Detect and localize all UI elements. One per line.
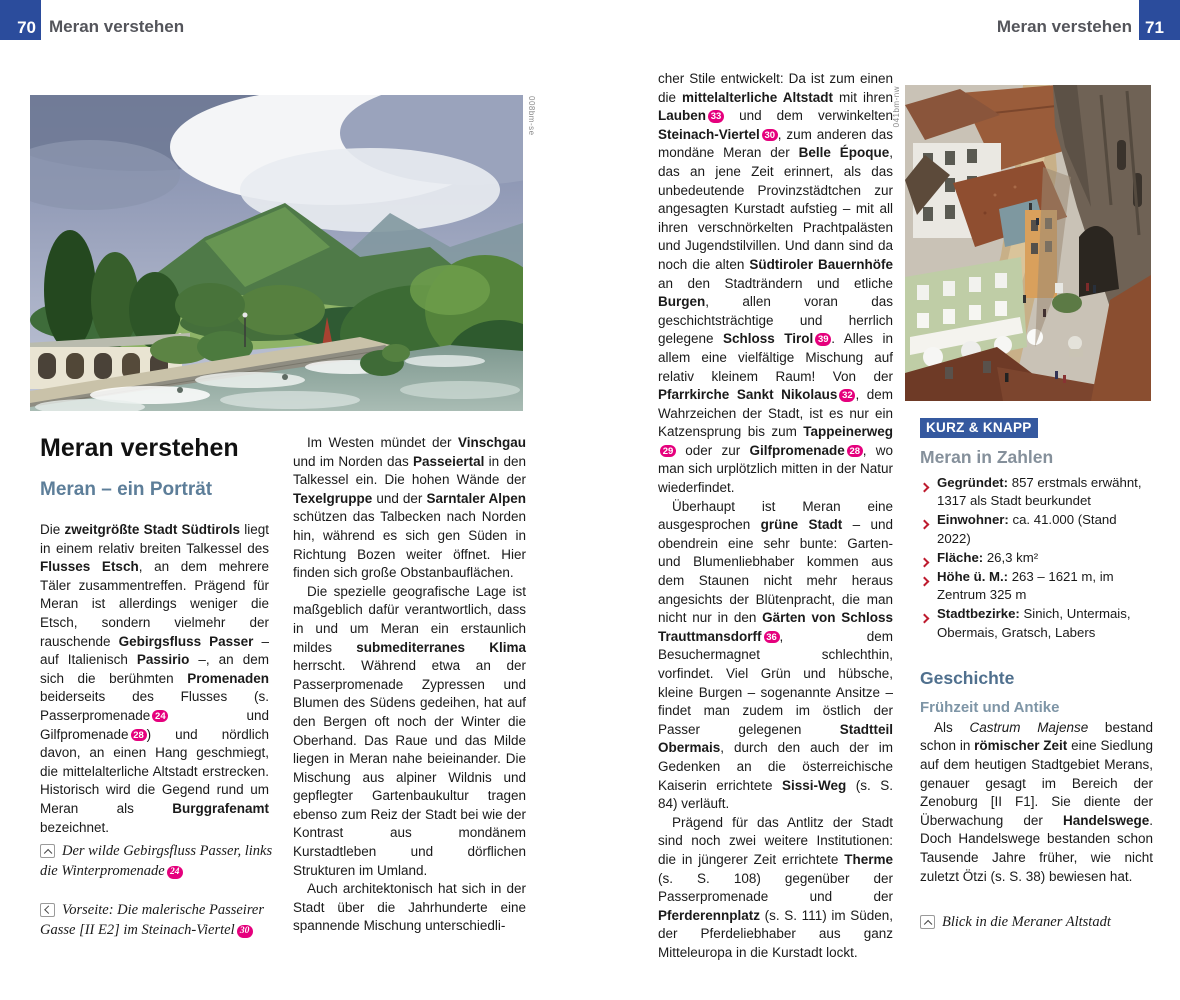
page-number-box-right <box>1139 0 1180 40</box>
photo-credit-right: 041bm-nw <box>892 86 901 128</box>
photo-caption <box>40 900 278 940</box>
caption-arrow-up-icon <box>920 915 935 929</box>
list-chevron-icon <box>921 515 928 533</box>
photo-caption <box>40 841 278 881</box>
kurz-knapp-box <box>920 418 1153 886</box>
page-number-left: 70 <box>17 18 36 37</box>
map-marker-number: 24 <box>167 866 183 879</box>
left-page-column-2 <box>293 434 526 936</box>
fact-item: Höhe ü. M.: 263 – 1621 m, im Zentrum 325 m <box>920 568 1153 604</box>
paragraph: Die zweitgrößte Stadt Südtirols liegt in einem relativ breiten Talkessel des Flusses Etsch, an dem mehrere Täler zusammentreffen. Prägend für Meran ist allerdings weniger die Etsch, sondern vielmehr der rauschende Gebirgsfluss Passer – auf Italienisch Passirio –, an dem sich die berühmten Promenaden beiderseits des Flusses (s. Passerpromenade 24 und Gilfpromenade 28 ) und nördlich davon, an einen Hang geschmiegt, die mittelalterliche Altstadt erstrecken. Historisch wird die Gegend rund um Meran als Burggrafenamt bezeichnet. <box>40 522 269 835</box>
caption-text: Der wilde Gebirgsfluss Passer, links die Winterpromenade 24 <box>40 843 273 879</box>
paragraph: Im Westen mündet der Vinschgau und im Norden das Passeiertal in den Talkessel ein. Die hohen Wände der Texelgruppe und der Sarntaler Alpen schützen das Talbecken nach Norden hin, während es sich gen Süden in Richtung Bozen weiter öffnet. Hier finden sich große Obstanbauflächen. <box>293 435 527 581</box>
page-number-right: 71 <box>1145 18 1164 37</box>
list-chevron-icon <box>921 609 928 627</box>
map-marker-number: 30 <box>237 925 253 938</box>
map-marker-number: 36 <box>764 631 780 644</box>
left-page-column-1 <box>40 521 269 837</box>
map-marker-number: 33 <box>708 110 724 123</box>
caption-text: Vorseite: Die malerische Passeirer Gasse [II E2] im Steinach-Viertel 30 <box>40 902 265 938</box>
caption-arrow-left-icon <box>40 903 55 917</box>
map-marker-number: 29 <box>660 445 676 458</box>
map-marker-number: 28 <box>847 445 863 458</box>
list-chevron-icon <box>921 572 928 590</box>
paragraph: Prägend für das Antlitz der Stadt sind noch zwei weitere Institutionen: die in jüngerer Zeit errichtete Therme (s. S. 108) gegenüber der Passerpromenade und der Pferderennplatz (s. S. 111) im Süden, der Pferdeliebhaber aus ganz Mitteleuropa in die Kurstadt lockt. <box>658 814 893 960</box>
fact-item: Einwohner: ca. 41.000 (Stand 2022) <box>920 511 1153 547</box>
paragraph: Überhaupt ist Meran eine ausgesprochen grüne Stadt – und obendrein eine sehr bunte: Garten- und Blumenliebhaber kommen aus dem Staunen nicht mehr heraus angesichts der Blütenpracht, die man nicht nur in den Gärten von Schloss Trauttmansdorff 36 , dem Besuchermagnet schlechthin, vorfindet. Viel Grün und hübsche, kleine Burgen – sogenannte Ansitze – findet man zudem im östlich der Passer gelegenen Stadtteil Obermais, durch den auch der im Gedenken an die österreichische Kaiserin errichtete Sissi-Weg (s. S. 84) verläuft. <box>658 498 893 812</box>
running-head-left: Meran verstehen <box>49 17 185 36</box>
map-marker-number: 28 <box>131 729 147 742</box>
map-marker-number: 32 <box>839 389 855 402</box>
geschichte-paragraph <box>920 719 1153 886</box>
fruehzeit-subheading: Frühzeit und Antike <box>920 698 1060 716</box>
section-subtitle: Meran – ein Porträt <box>40 479 213 500</box>
kurz-knapp-tag: KURZ & KNAPP <box>920 418 1038 438</box>
map-marker-number: 24 <box>152 710 168 723</box>
map-marker-number: 30 <box>762 129 778 142</box>
photo-credit-left: 008bm-se <box>527 96 536 136</box>
running-head-right: Meran verstehen <box>996 17 1132 36</box>
geschichte-heading: Geschichte <box>920 667 1015 688</box>
paragraph: Auch architektonisch hat sich in der Stadt über die Jahrhunderte eine spannende Mischung unterschiedli- <box>293 881 526 934</box>
map-marker-number: 39 <box>815 333 831 346</box>
list-chevron-icon <box>921 478 928 496</box>
caption-text: Blick in die Meraner Altstadt <box>942 914 1111 930</box>
fact-item: Stadtbezirke: Sinich, Untermais, Obermais, Gratsch, Labers <box>920 605 1153 641</box>
right-page-caption <box>920 912 1153 951</box>
photo-caption <box>920 912 1153 932</box>
river-photo <box>30 95 523 411</box>
caption-arrow-up-icon <box>40 844 55 858</box>
page-number-box-left <box>0 0 41 40</box>
page-title: Meran verstehen <box>40 434 239 462</box>
facts-title: Meran in Zahlen <box>920 447 1054 467</box>
paragraph: Die spezielle geografische Lage ist maßgeblich dafür verantwortlich, dass in und um Meran ein erstaunlich mildes submediterranes Klima herrscht. Während etwa an der Passerpromenade Zypressen und Blumen des Südens gedeihen, hat auf den Bergen oft noch der Winter die Oberhand. Das Raue und das Milde liegen in Meran nahe beieinander. Die Mischung aus alpiner Wildnis und gepflegter Gartenbaukultur tragen ebenso zum Reiz der Stadt bei wie der Kontrast aus mondänem Kurstadtleben und dörflichen Strukturen im Umland. <box>293 583 526 878</box>
fact-item: Gegründet: 857 erstmals erwähnt, 1317 als Stadt beurkundet <box>920 474 1153 510</box>
fact-item: Fläche: 26,3 km² <box>920 549 1153 567</box>
right-page-column-1 <box>658 70 893 963</box>
left-page-captions <box>40 841 278 959</box>
paragraph: cher Stile entwickelt: Da ist zum einen die mittelalterliche Altstadt mit ihren Lauben 33 und dem verwinkelten Steinach-Viertel 30 , zum anderen das mondäne Meran der Belle Époque, das an jene Zeit erinnert, als das unbedeutende Provinzstädtchen zur angesagten Kurstadt aufstieg – mit all ihren verschnörkelten Prachtpalästen und Jugendstilvillen. Und dann sind da noch die alten Südtiroler Bauernhöfe an den Stadträndern und etliche Burgen, allen voran das geschichtsträchtige und herrlich gelegene Schloss Tirol 39 . Alles in allem eine vielfältige Mischung auf relativ kleinem Raum! Von der Pfarrkirche Sankt Nikolaus 32 , dem Wahrzeichen der Stadt, ist es nur ein Katzensprung bis zum Tappeinerweg29 oder zur Gilfpromenade 28 , wo man sich urplötzlich mitten in der Natur wiederfindet. <box>658 71 894 496</box>
facts-list <box>920 474 1153 642</box>
old-town-photo <box>905 85 1151 401</box>
paragraph: Als Castrum Majense bestand schon in römischer Zeit eine Siedlung auf dem heutigen Stadtgebiet Merans, genauer gesagt im Bereich der Zenoburg [II F1]. Sie diente der Überwachung der Handelswege. Doch Handelswege bestanden schon Tausende Jahre früher, wie nicht zuletzt Ötzi (s. S. 38) bewiesen hat. <box>920 719 1153 884</box>
